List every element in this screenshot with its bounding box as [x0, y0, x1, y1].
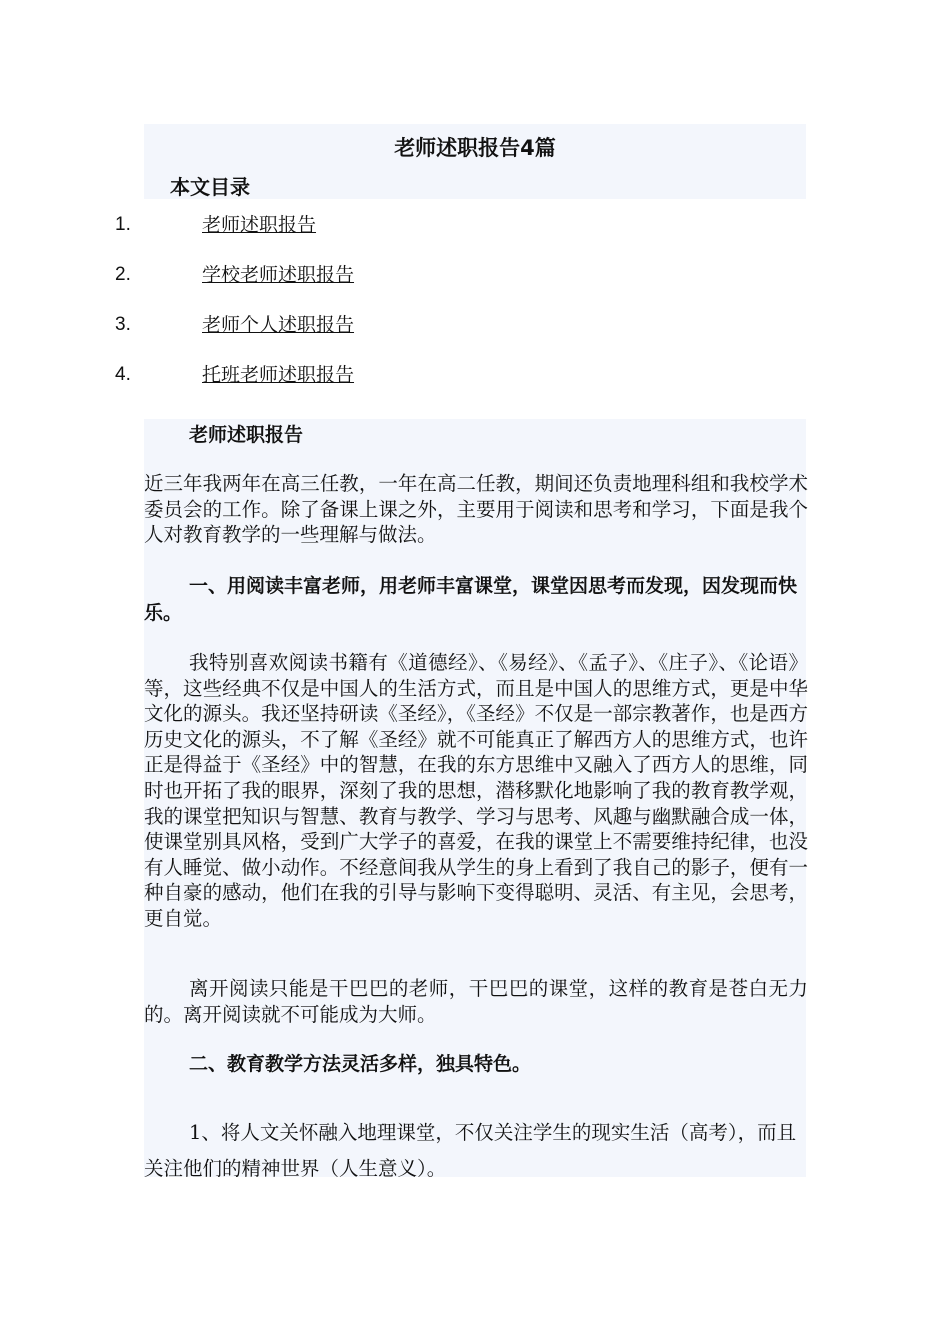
heading-two: 二、教育教学方法灵活多样，独具特色。	[189, 1053, 532, 1075]
list-item-one: 1、将人文关怀融入地理课堂，不仅关注学生的现实生活（高考），而且关注他们的精神世界（人生意义）。	[144, 1121, 797, 1180]
toc-link-teacher-report[interactable]: 老师述职报告	[202, 214, 317, 236]
toc-item	[0, 360, 950, 390]
toc-link-nursery-teacher-report[interactable]: 托班老师述职报告	[202, 364, 355, 386]
reading-paragraph: 我特别喜欢阅读书籍有《道德经》、《易经》、《孟子》、《庄子》、《论语》等，这些经典不仅是中国人的生活方式，而且是中国人的思维方式，更是中华文化的源头。我还坚持研读《圣经》，《圣经》不仅是一部宗教著作，也是西方历史文化的源头，不了解《圣经》就不可能真正了解西方人的思维方式，也许正是得益于《圣经》中的智慧，在我的东方思维中又融入了西方人的思维，同时也开拓了我的眼界，深刻了我的思想，潜移默化地影响了我的教育教学观，我的课堂把知识与智慧、教育与教学、学习与思考、风趣与幽默融合成一体，使课堂别具风格，受到广大学子的喜爱，在我的课堂上不需要维持纪律，也没有人睡觉、做小动作。不经意间我从学生的身上看到了我自己的影子，便有一种自豪的感动，他们在我的引导与影响下变得聪明、灵活、有主见，会思考，更自觉。	[144, 651, 808, 930]
toc-item	[0, 260, 950, 290]
toc-link-personal-teacher-report[interactable]: 老师个人述职报告	[202, 314, 355, 336]
reading-conclusion-paragraph: 离开阅读只能是干巴巴的老师，干巴巴的课堂，这样的教育是苍白无力的。离开阅读就不可能成为大师。	[144, 977, 808, 1026]
toc-item	[0, 310, 950, 340]
toc-number: 1.	[115, 214, 131, 235]
toc-label: 本文目录	[170, 175, 250, 199]
toc-link-school-teacher-report[interactable]: 学校老师述职报告	[202, 264, 355, 286]
toc-item	[0, 210, 950, 240]
heading-one: 一、用阅读丰富老师，用老师丰富课堂，课堂因思考而发现，因发现而快乐。	[144, 575, 798, 624]
document-title: 老师述职报告4篇	[394, 136, 556, 160]
intro-paragraph: 近三年我两年在高三任教，一年在高二任教，期间还负责地理科组和我校学术委员会的工作。除了备课上课之外，主要用于阅读和思考和学习，下面是我个人对教育教学的一些理解与做法。	[144, 472, 808, 547]
section-title: 老师述职报告	[189, 424, 304, 446]
toc-number: 3.	[115, 314, 131, 335]
toc-number: 4.	[115, 364, 131, 385]
toc-number: 2.	[115, 264, 131, 285]
